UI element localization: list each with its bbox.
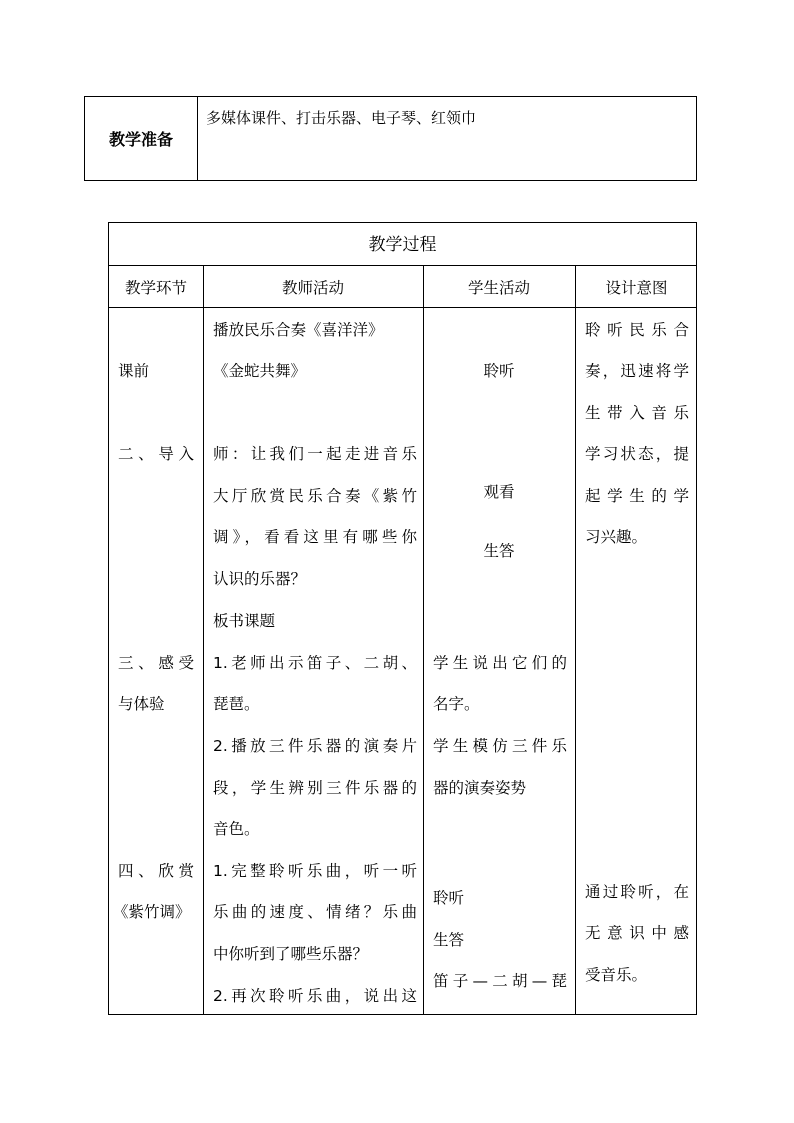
student-line: 聆听 [483, 362, 515, 380]
teacher-line: 音色。 [213, 820, 260, 838]
stage-experience-line2: 与体验 [118, 695, 165, 713]
intent-line: 习兴趣。 [585, 528, 648, 546]
student-line: 生答 [433, 931, 465, 949]
student-line: 聆听 [433, 889, 465, 907]
header-teacher: 教师活动 [281, 279, 344, 297]
intent-line: 受音乐。 [585, 966, 648, 984]
row-divider [109, 265, 696, 266]
process-table [108, 222, 697, 1015]
teacher-line: 播放民乐合奏《喜洋洋》 [213, 321, 384, 339]
intent-line: 通过聆听，在 [585, 883, 689, 901]
teacher-line: 2.再次聆听乐曲，说出这 [213, 987, 417, 1005]
teacher-line: 乐曲的速度、情绪？乐曲 [213, 903, 417, 921]
stage-intro: 二、导入 [118, 445, 194, 463]
teacher-line: 大厅欣赏民乐合奏《紫竹 [213, 487, 417, 505]
header-stage: 教学环节 [124, 279, 187, 297]
intent-line: 聆听民乐合 [585, 321, 689, 339]
teacher-line: 琵琶。 [213, 695, 260, 713]
student-line: 观看 [483, 483, 515, 501]
intent-line: 起学生的学 [585, 487, 689, 505]
row-divider [109, 307, 696, 308]
teacher-line: 板书课题 [213, 612, 276, 630]
stage-appreciate-line1: 四、欣赏 [118, 862, 194, 880]
teacher-line: 1.老师出示笛子、二胡、 [213, 654, 417, 672]
teacher-line: 师：让我们一起走进音乐 [213, 445, 417, 463]
prep-table [84, 96, 697, 181]
teacher-line: 中你听到了哪些乐器？ [213, 945, 369, 963]
student-line: 名字。 [433, 695, 480, 713]
stage-experience-line1: 三、感受 [118, 654, 194, 672]
teacher-line: 认识的乐器？ [213, 570, 307, 588]
intent-line: 学习状态，提 [585, 445, 689, 463]
header-intent: 设计意图 [605, 279, 668, 297]
col-divider [575, 265, 576, 1014]
student-line: 笛子—二胡—琵 [433, 972, 567, 990]
teacher-line: 调》，看看这里有哪些你 [213, 528, 417, 546]
stage-pre-class: 课前 [118, 362, 150, 380]
student-line: 学生说出它们的 [433, 654, 567, 672]
col-divider [203, 265, 204, 1014]
intent-line: 无意识中感 [585, 924, 689, 942]
student-line: 学生模仿三件乐 [433, 737, 567, 755]
header-student: 学生活动 [467, 279, 530, 297]
teacher-line: 1.完整聆听乐曲，听一听 [213, 862, 417, 880]
intent-line: 生带入音乐 [585, 404, 689, 422]
teacher-line: 《金蛇共舞》 [213, 362, 307, 380]
prep-label: 教学准备 [85, 97, 198, 181]
teacher-line: 2.播放三件乐器的演奏片 [213, 737, 417, 755]
intent-line: 奏，迅速将学 [585, 362, 689, 380]
prep-content: 多媒体课件、打击乐器、电子琴、红领巾 [198, 97, 697, 181]
student-line: 器的演奏姿势 [433, 779, 527, 797]
stage-appreciate-line2: 《紫竹调》 [113, 903, 191, 921]
process-title: 教学过程 [368, 235, 437, 255]
teacher-line: 段，学生辨别三件乐器的 [213, 779, 417, 797]
student-line: 生答 [483, 542, 515, 560]
